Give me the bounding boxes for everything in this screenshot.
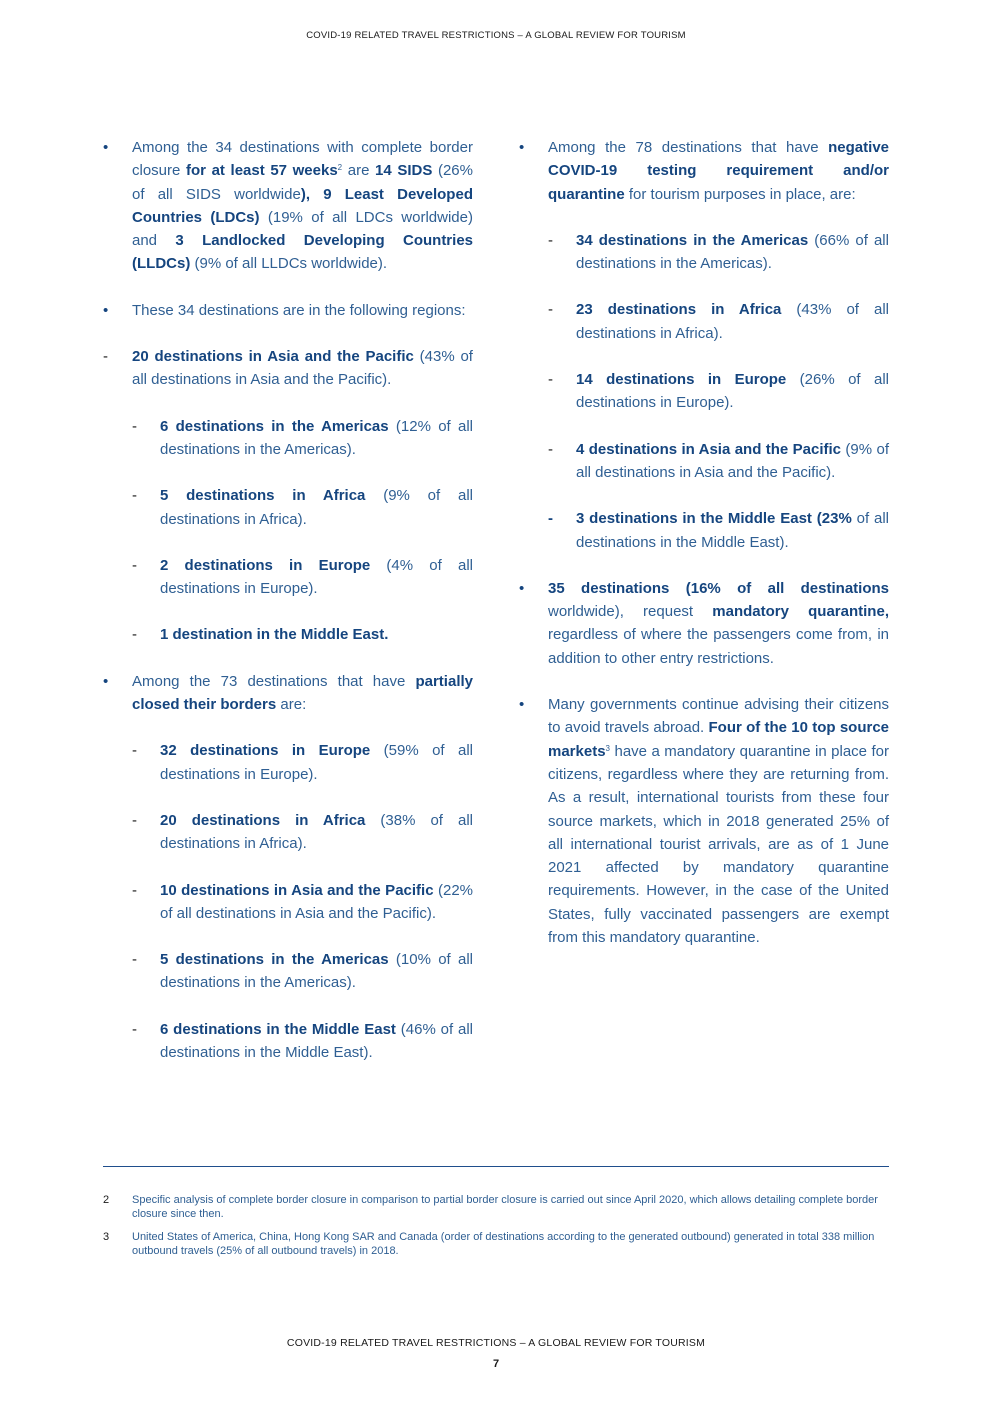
dash-marker: -	[103, 348, 108, 366]
bullet-marker: •	[103, 139, 109, 156]
list-item-americas-partial: - 5 destinations in the Americas (10% of all destinations in the Americas).	[103, 948, 473, 995]
bullet-mandatory-quarantine: • 35 destinations (16% of all destinations worldwide), request mandatory quarantine, regardless of where the passengers come from, in addition to other entry restrictions.	[519, 577, 889, 670]
page-number: 7	[492, 1358, 500, 1370]
list-item-europe-partial: - 32 destinations in Europe (59% of all destinations in Europe).	[103, 739, 473, 786]
footnote-divider	[103, 1166, 889, 1167]
dash-marker: -	[132, 811, 137, 829]
footnote-number: 3	[103, 1231, 110, 1243]
footnote-2	[103, 1194, 889, 1221]
list-item-asia-pacific-partial: - 10 destinations in Asia and the Pacific (22% of all destinations in Asia and the Pacific).	[103, 879, 473, 926]
list-item-americas-testing: - 34 destinations in the Americas (66% of all destinations in the Americas).	[519, 229, 889, 276]
bullet-partial-closure: • Among the 73 destinations that have partially closed their borders are:	[103, 670, 473, 717]
dash-marker: -	[548, 231, 553, 249]
dash-marker: -	[132, 626, 137, 644]
bullet-source-markets: • Many governments continue advising their citizens to avoid travels abroad. Four of the 10 top source markets$^3$ have a mandatory quarantine in place for citizens, regardless where they are returning from. As a result, international tourists from these four source markets, which in 2018 generated 25% of all international tourist arrivals, are as of 1 June 2021 affected by mandatory quarantine requirements. However, in the case of the United States, fully vaccinated passengers are exempt from this mandatory quarantine.	[519, 693, 889, 949]
dash-marker: -	[132, 417, 137, 435]
list-item-europe: - 2 destinations in Europe (4% of all destinations in Europe).	[103, 554, 473, 601]
list-item-asia-pacific-testing: - 4 destinations in Asia and the Pacific (9% of all destinations in Asia and the Pacific).	[519, 438, 889, 485]
list-item-americas: - 6 destinations in the Americas (12% of all destinations in the Americas).	[103, 415, 473, 462]
footnote-3	[103, 1231, 889, 1258]
footnote-text: Specific analysis of complete border closure in comparison to partial border closure is carried out since April 2020, which allows detailing complete border closure since then.	[132, 1194, 878, 1220]
bullet-marker: •	[519, 139, 525, 156]
dash-marker: -	[548, 301, 553, 319]
running-header: COVID-19 RELATED TRAVEL RESTRICTIONS – A GLOBAL REVIEW FOR TOURISM	[306, 30, 686, 41]
list-item-middle-east: - 1 destination in the Middle East.	[103, 623, 473, 646]
right-column	[519, 136, 889, 949]
bullet-complete-closure: • Among the 34 destinations with complete border closure for at least 57 weeks$^2$ are 14 SIDS (26% of all SIDS worldwide), 9 Least Developed Countries (LDCs) (19% of all LDCs worldwide) and 3 Landlocked Developing Countries (LLDCs) (9% of all LLDCs worldwide).	[103, 136, 473, 276]
dash-marker: -	[548, 510, 553, 528]
list-item-asia-pacific: - 20 destinations in Asia and the Pacific (43% of all destinations in Asia and the Pacific).	[103, 345, 473, 392]
dash-marker: -	[132, 1020, 137, 1038]
dash-marker: -	[548, 440, 553, 458]
bullet-marker: •	[519, 579, 525, 597]
dash-marker: -	[132, 951, 137, 969]
dash-marker: -	[548, 371, 553, 389]
bullet-marker: •	[103, 672, 109, 690]
bullet-testing-quarantine: • Among the 78 destinations that have negative COVID-19 testing requirement and/or quarantine for tourism purposes in place, are:	[519, 136, 889, 206]
bullet-marker: •	[519, 696, 525, 714]
bullet-regions-intro: • These 34 destinations are in the following regions:	[103, 299, 473, 322]
bullet-marker: •	[103, 301, 109, 319]
dash-marker: -	[132, 487, 137, 505]
list-item-africa-partial: - 20 destinations in Africa (38% of all destinations in Africa).	[103, 809, 473, 856]
dash-marker: -	[132, 556, 137, 574]
list-item-africa: - 5 destinations in Africa (9% of all destinations in Africa).	[103, 484, 473, 531]
list-item-middle-east-testing: - 3 destinations in the Middle East (23% of all destinations in the Middle East).	[519, 507, 889, 554]
list-item-africa-testing: - 23 destinations in Africa (43% of all destinations in Africa).	[519, 298, 889, 345]
list-item-europe-testing: - 14 destinations in Europe (26% of all destinations in Europe).	[519, 368, 889, 415]
dash-marker: -	[132, 881, 137, 899]
footnote-number: 2	[103, 1194, 110, 1206]
footnote-text: United States of America, China, Hong Kong SAR and Canada (order of destinations according to the generated outbound) generated in total 338 million outbound travels (25% of all outbound travels) in 2018.	[132, 1231, 875, 1257]
footnote-ref-3[interactable]: 3	[605, 743, 610, 753]
list-item-middle-east-partial: - 6 destinations in the Middle East (46% of all destinations in the Middle East).	[103, 1018, 473, 1065]
footnote-ref-2[interactable]: 2	[337, 163, 343, 173]
left-column	[103, 136, 473, 1064]
dash-marker: -	[132, 742, 137, 760]
running-footer: COVID-19 RELATED TRAVEL RESTRICTIONS – A GLOBAL REVIEW FOR TOURISM	[286, 1337, 706, 1349]
